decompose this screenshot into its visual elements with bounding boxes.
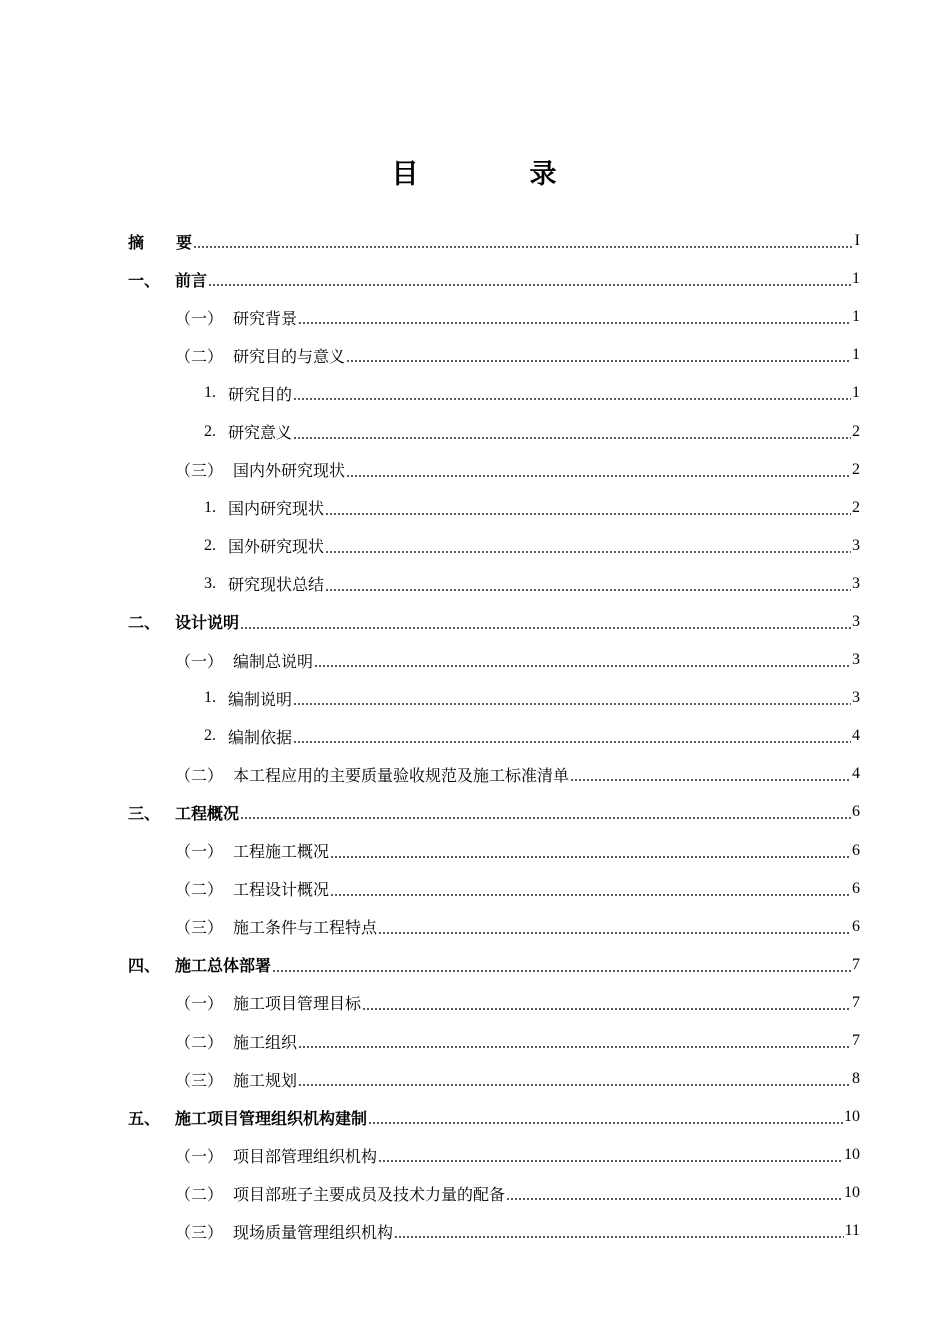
dot-leader	[240, 614, 851, 630]
toc-entry-heading	[128, 725, 852, 748]
toc-entry-title: 本工程应用的主要质量验收规范及施工标准清单	[233, 765, 570, 785]
toc-entry[interactable]	[128, 984, 860, 1022]
toc-entry[interactable]	[128, 870, 860, 908]
toc-entry-page-number: 8	[852, 1070, 860, 1088]
toc-entry-heading	[128, 1030, 852, 1053]
toc-entry-heading	[128, 1220, 845, 1243]
toc-entry[interactable]	[128, 946, 860, 984]
toc-entry-title: 研究意义	[228, 423, 293, 443]
dot-leader	[325, 538, 851, 554]
toc-entry-title: 现场质量管理组织机构	[233, 1222, 394, 1242]
toc-entry-title: 施工项目管理组织机构建制	[175, 1108, 368, 1128]
toc-entry-title: 施工总体部署	[175, 956, 272, 976]
toc-entry-heading	[128, 877, 852, 900]
toc-entry[interactable]	[128, 641, 860, 679]
toc-entry-number: 1.	[204, 498, 216, 516]
toc-entry-heading	[128, 953, 852, 976]
dot-leader	[293, 385, 851, 401]
dot-leader	[298, 309, 851, 325]
toc-entry-page-number: 2	[852, 460, 860, 478]
toc-entry-title: 研究背景	[233, 308, 298, 328]
toc-entry[interactable]	[128, 1022, 860, 1060]
toc-entry[interactable]	[128, 451, 860, 489]
toc-entry-page-number: 2	[852, 422, 860, 440]
toc-entry-number: 五、	[128, 1108, 161, 1128]
toc-entry[interactable]	[128, 298, 860, 336]
toc-entry-title: 项目部班子主要成员及技术力量的配备	[233, 1184, 506, 1204]
toc-entry-page-number: 11	[844, 1222, 860, 1240]
toc-entry-title: 施工规划	[233, 1070, 298, 1090]
toc-entry-heading	[128, 458, 852, 481]
toc-entry-number: 一、	[128, 270, 161, 290]
toc-entry-heading	[128, 1144, 844, 1167]
toc-entry-heading	[128, 496, 852, 519]
toc-entry[interactable]	[128, 1098, 860, 1136]
toc-entry-number: 三、	[128, 803, 161, 823]
toc-entry-page-number: 6	[852, 879, 860, 897]
toc-entry[interactable]	[128, 336, 860, 374]
dot-leader	[314, 652, 851, 668]
toc-entry-title: 研究目的	[228, 384, 293, 404]
toc-entry-number: （三）	[175, 1070, 224, 1090]
toc-entry-number: （二）	[175, 880, 224, 900]
dot-leader	[378, 1147, 843, 1163]
toc-entry-page-number: 1	[852, 384, 860, 402]
dot-leader	[208, 271, 851, 287]
toc-entry-title: 施工组织	[233, 1032, 298, 1052]
toc-entry-heading	[128, 534, 852, 557]
toc-entry-number: 四、	[128, 956, 161, 976]
toc-entry-title: 工程设计概况	[233, 880, 330, 900]
toc-entry-page-number: 10	[844, 1146, 860, 1164]
page-title: 目 录	[391, 159, 599, 190]
toc-entry[interactable]	[128, 1136, 860, 1174]
toc-entry-number: 摘	[128, 232, 145, 252]
toc-entry[interactable]	[128, 679, 860, 717]
toc-entry-title: 工程施工概况	[233, 842, 330, 862]
toc-entry-title: 研究现状总结	[228, 575, 325, 595]
toc-entry-title: 国外研究现状	[228, 537, 325, 557]
toc-entry-title: 工程概况	[175, 803, 240, 823]
toc-entry-heading	[128, 763, 852, 786]
toc-entry[interactable]	[128, 565, 860, 603]
toc-entry-number: （三）	[175, 461, 224, 481]
toc-entry-number: 3.	[204, 574, 216, 592]
toc-entry[interactable]	[128, 717, 860, 755]
dot-leader	[362, 995, 851, 1011]
dot-leader	[394, 1223, 844, 1239]
toc-entry[interactable]	[128, 222, 860, 260]
toc-entry-page-number: 10	[844, 1108, 860, 1126]
toc-entry-number: （一）	[175, 1146, 224, 1166]
toc-entry-number: （三）	[175, 918, 224, 938]
toc-entry-heading	[128, 649, 852, 672]
toc-entry-page-number: 3	[852, 574, 860, 592]
toc-entry-heading	[128, 268, 852, 291]
dot-leader	[272, 957, 851, 973]
toc-entry-number: 2.	[204, 727, 216, 745]
dot-leader	[240, 804, 851, 820]
toc-entry-page-number: 7	[852, 993, 860, 1011]
toc-entry-title: 编制依据	[228, 727, 293, 747]
toc-entry-title: 前言	[175, 270, 208, 290]
toc-entry-title: 研究目的与意义	[233, 346, 346, 366]
toc-entry-number: （一）	[175, 994, 224, 1014]
toc-entry-number: 1.	[204, 689, 216, 707]
dot-leader	[346, 462, 851, 478]
toc-entry-title: 国内研究现状	[228, 499, 325, 519]
toc-entry[interactable]	[128, 489, 860, 527]
toc-entry-heading	[128, 991, 852, 1014]
toc-entry-heading	[128, 306, 852, 329]
toc-entry[interactable]	[128, 1212, 860, 1250]
toc-entry[interactable]	[128, 832, 860, 870]
toc-entry[interactable]	[128, 527, 860, 565]
toc-entry-heading	[128, 344, 852, 367]
toc-entry-page-number: 1	[852, 346, 860, 364]
toc-entry-title: 要	[176, 232, 193, 252]
toc-entry[interactable]	[128, 1174, 860, 1212]
dot-leader	[293, 728, 851, 744]
toc-entry-page-number: 3	[852, 612, 860, 630]
toc-entry-title: 施工项目管理目标	[233, 994, 362, 1014]
dot-leader	[330, 881, 851, 897]
toc-entry-heading	[128, 1068, 852, 1091]
toc-entry-heading	[128, 801, 852, 824]
toc-entry-heading	[128, 230, 855, 253]
dot-leader	[293, 424, 851, 440]
toc-entry-title: 编制总说明	[233, 651, 314, 671]
toc-entry-number: （三）	[175, 1222, 224, 1242]
toc-entry-number: （一）	[175, 308, 224, 328]
toc-entry-heading	[128, 839, 852, 862]
toc-entry-title: 项目部管理组织机构	[233, 1146, 378, 1166]
toc-entry-heading	[128, 687, 852, 710]
toc-entry-number: （一）	[175, 651, 224, 671]
toc-entry[interactable]	[128, 908, 860, 946]
toc-entry-heading	[128, 610, 852, 633]
toc-entry-page-number: 3	[852, 651, 860, 669]
toc-entry-number: 2.	[204, 422, 216, 440]
toc-entry-heading	[128, 915, 852, 938]
dot-leader	[506, 1185, 843, 1201]
toc-entry-heading	[128, 1106, 844, 1129]
dot-leader	[570, 766, 851, 782]
toc-entry[interactable]	[128, 603, 860, 641]
toc-entry-number: 2.	[204, 536, 216, 554]
toc-entry-number: （二）	[175, 346, 224, 366]
toc-entry-page-number: 7	[852, 955, 860, 973]
toc-entry-heading	[128, 420, 852, 443]
toc-entry-number: 二、	[128, 613, 161, 633]
toc-entry-title: 编制说明	[228, 689, 293, 709]
toc-entry-page-number: 6	[852, 803, 860, 821]
dot-leader	[378, 919, 851, 935]
dot-leader	[325, 576, 851, 592]
toc-entry-title: 设计说明	[175, 613, 240, 633]
toc-entry-title: 国内外研究现状	[233, 461, 346, 481]
toc-entry-heading	[128, 1182, 844, 1205]
toc-entry-page-number: 1	[852, 270, 860, 288]
toc-entry-page-number: 7	[852, 1032, 860, 1050]
toc-entry-page-number: 6	[852, 917, 860, 935]
toc-entry-page-number: I	[854, 232, 860, 250]
dot-leader	[193, 233, 854, 249]
toc-entry-number: （二）	[175, 1184, 224, 1204]
toc-entry-page-number: 2	[852, 498, 860, 516]
toc-entry-page-number: 4	[852, 765, 860, 783]
dot-leader	[368, 1109, 843, 1125]
toc-entry-number: （二）	[175, 1032, 224, 1052]
dot-leader	[346, 347, 851, 363]
toc-entry[interactable]	[128, 412, 860, 450]
dot-leader	[293, 690, 851, 706]
toc-entry-heading	[128, 382, 852, 405]
toc-entry-page-number: 10	[844, 1184, 860, 1202]
dot-leader	[298, 1071, 851, 1087]
dot-leader	[298, 1033, 851, 1049]
toc-entry[interactable]	[128, 793, 860, 831]
table-of-contents	[128, 222, 860, 1251]
toc-entry-heading	[128, 572, 852, 595]
toc-entry[interactable]	[128, 260, 860, 298]
toc-entry-page-number: 4	[852, 727, 860, 745]
toc-entry-page-number: 3	[852, 689, 860, 707]
toc-entry-page-number: 1	[852, 308, 860, 326]
toc-entry-number: （一）	[175, 842, 224, 862]
dot-leader	[330, 843, 851, 859]
toc-entry-number: 1.	[204, 384, 216, 402]
toc-entry-page-number: 3	[852, 536, 860, 554]
toc-entry[interactable]	[128, 755, 860, 793]
toc-entry-page-number: 6	[852, 841, 860, 859]
toc-entry[interactable]	[128, 1060, 860, 1098]
toc-entry-number: （二）	[175, 765, 224, 785]
toc-entry-title: 施工条件与工程特点	[233, 918, 378, 938]
toc-entry[interactable]	[128, 374, 860, 412]
dot-leader	[325, 500, 851, 516]
